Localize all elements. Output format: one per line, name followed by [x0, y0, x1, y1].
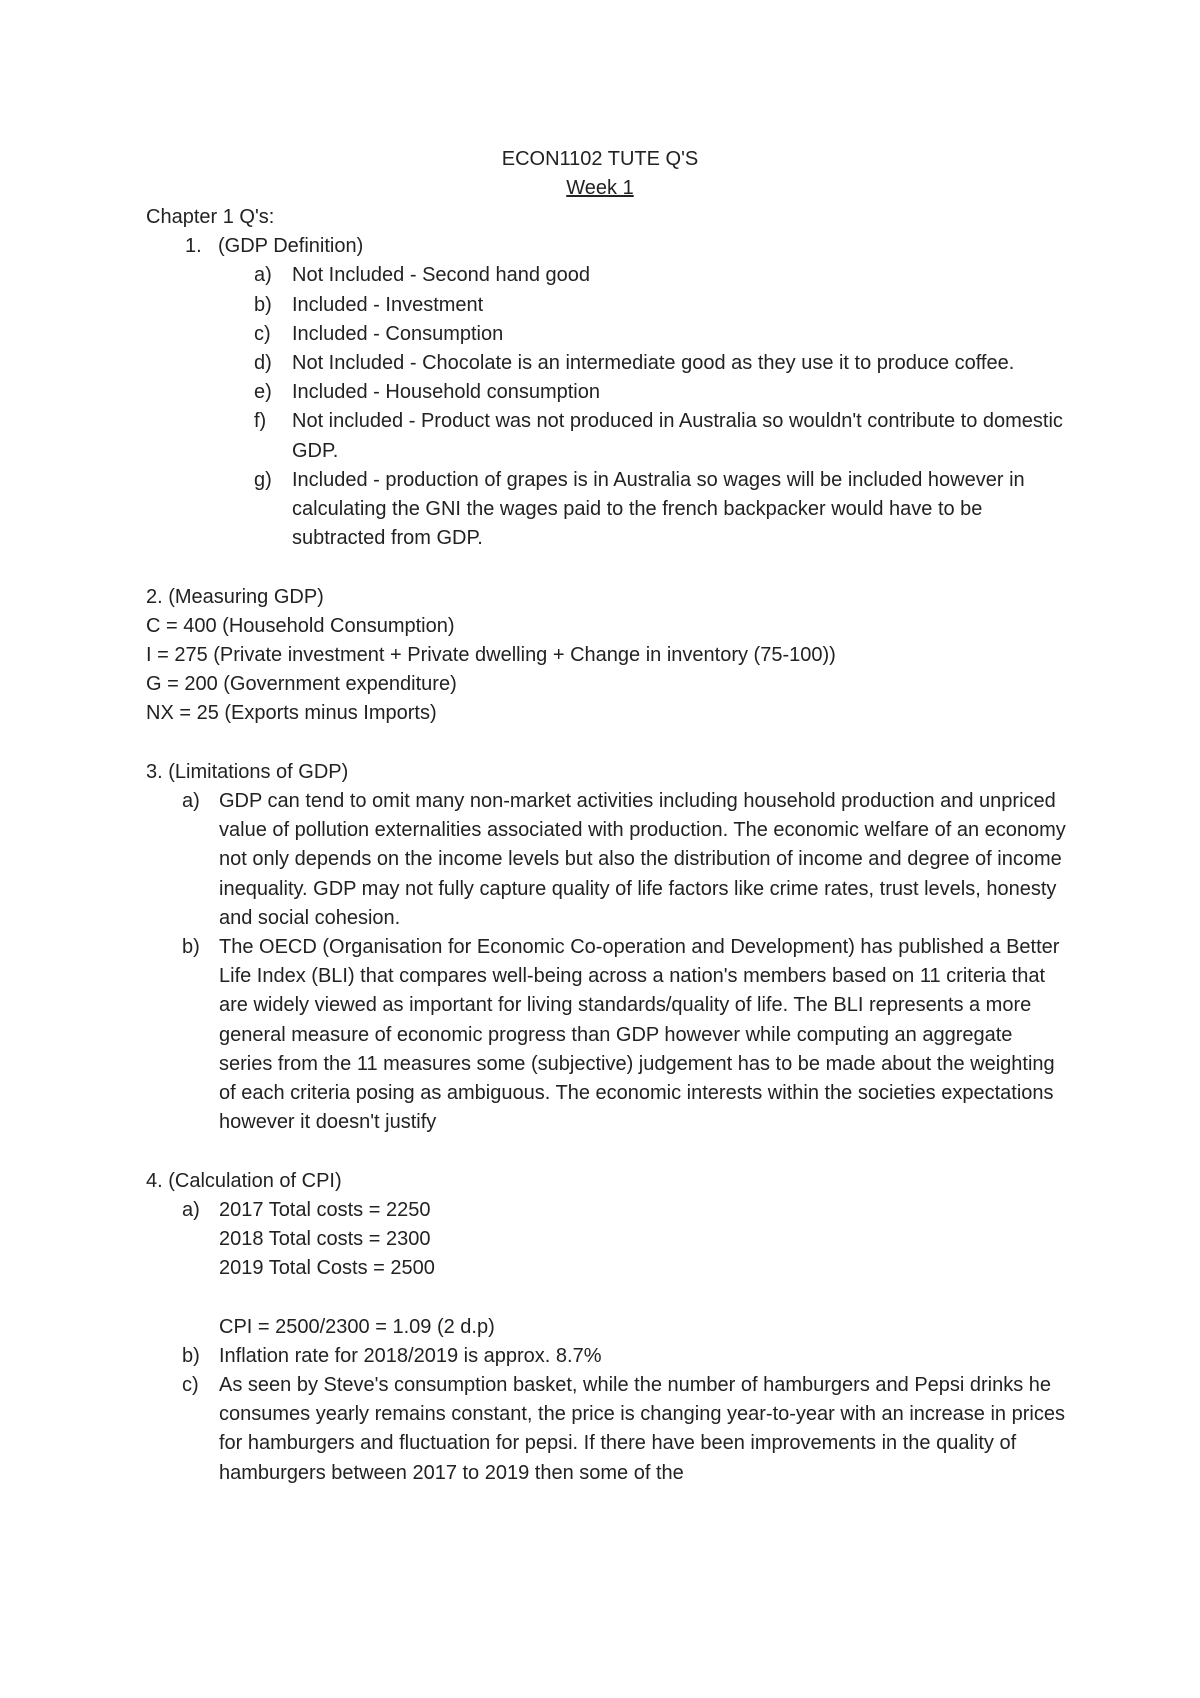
- list-item-text: GDP can tend to omit many non-market activities including household production and unpriced value of pollution externalities associated with production. The economic welfare of an economy not only depends on the income levels but also the distribution of income and degree of income inequality. GDP may not fully capture quality of life factors like crime rates, trust levels, honesty and social cohesion.: [219, 790, 1066, 929]
- list-item-text: Not included - Product was not produced in Australia so wouldn't contribute to domestic GDP.: [292, 410, 1063, 462]
- spacer: [146, 729, 1066, 758]
- question-1-item-b: [146, 291, 1066, 320]
- question-4-cpi: CPI = 2500/2300 = 1.09 (2 d.p): [219, 1315, 495, 1338]
- list-item-text: Included - production of grapes is in Australia so wages will be included however in calculating the GNI the wages paid to the french backpacker would have to be subtracted from GDP.: [292, 468, 1025, 550]
- question-3-heading: 3. (Limitations of GDP): [146, 760, 349, 783]
- question-4-item-c: [146, 1371, 1066, 1488]
- document-subtitle: Week 1: [566, 177, 634, 200]
- list-item-text: As seen by Steve's consumption basket, while the number of hamburgers and Pepsi drinks he consumes yearly remains constant, the price is changing year-to-year with an increase in prices for hamburgers and fluctuation for pepsi. If there have been improvements in the quality of hamburgers between 2017 to 2019 then some of the: [219, 1374, 1065, 1484]
- question-4-cost-2018: 2018 Total costs = 2300: [219, 1228, 431, 1251]
- question-1-number: 1.: [185, 235, 202, 258]
- document-body: [146, 203, 1066, 1488]
- question-2-line-g: G = 200 (Government expenditure): [146, 673, 457, 696]
- question-3-item-b: [146, 933, 1066, 1137]
- question-1-item-f: [146, 407, 1066, 465]
- spacer: [146, 553, 1066, 582]
- list-item-text: Included - Investment: [292, 293, 484, 316]
- list-item-text: Included - Household consumption: [292, 381, 600, 404]
- list-marker: a): [182, 1198, 200, 1221]
- list-marker: c): [254, 322, 271, 345]
- list-marker: a): [254, 264, 272, 287]
- list-item-text: 2017 Total costs = 2250: [219, 1198, 431, 1221]
- list-item-text: Inflation rate for 2018/2019 is approx. 8.7%: [219, 1344, 602, 1367]
- document-header: [0, 145, 1200, 203]
- question-1-item-g: [146, 466, 1066, 554]
- question-1-item-d: [146, 349, 1066, 378]
- list-marker: e): [254, 381, 272, 404]
- list-marker: g): [254, 468, 272, 491]
- question-4-cost-2019: 2019 Total Costs = 2500: [219, 1257, 435, 1280]
- list-item-text: Not Included - Second hand good: [292, 264, 590, 287]
- list-marker: b): [254, 293, 272, 316]
- spacer: [146, 1137, 1066, 1166]
- list-marker: b): [182, 936, 200, 959]
- question-2-line-nx: NX = 25 (Exports minus Imports): [146, 702, 437, 725]
- question-3-item-a: [146, 787, 1066, 933]
- list-marker: d): [254, 352, 272, 375]
- list-item-text: The OECD (Organisation for Economic Co-operation and Development) has published a Better Life Index (BLI) that compares well-being across a nation's members based on 11 criteria that are widely viewed as important for living standards/quality of life. The BLI represents a more general measure of economic progress than GDP however while computing an aggregate series from the 11 measures some (subjective) judgement has to be made about the weighting of each criteria posing as ambiguous. The economic interests within the societies expectations however it doesn't justify: [219, 936, 1060, 1134]
- question-1-title: (GDP Definition): [218, 235, 364, 258]
- question-2-heading: 2. (Measuring GDP): [146, 585, 324, 608]
- question-4-item-b: [146, 1342, 1066, 1371]
- question-1-item-c: [146, 320, 1066, 349]
- question-1-heading: [146, 232, 1066, 261]
- question-2-line-c: C = 400 (Household Consumption): [146, 614, 455, 637]
- list-marker: f): [254, 410, 267, 433]
- list-item-text: Included - Consumption: [292, 322, 504, 345]
- question-1-item-e: [146, 378, 1066, 407]
- list-marker: b): [182, 1344, 200, 1367]
- question-4-item-a: [146, 1196, 1066, 1225]
- question-1-item-a: [146, 261, 1066, 290]
- list-marker: c): [182, 1374, 199, 1397]
- question-2-line-i: I = 275 (Private investment + Private dwelling + Change in inventory (75-100)): [146, 644, 836, 667]
- document-title: ECON1102 TUTE Q'S: [501, 148, 699, 170]
- spacer: [146, 1283, 1066, 1312]
- list-marker: a): [182, 790, 200, 813]
- question-4-heading: 4. (Calculation of CPI): [146, 1169, 342, 1192]
- chapter-heading: Chapter 1 Q's:: [146, 206, 275, 228]
- list-item-text: Not Included - Chocolate is an intermediate good as they use it to produce coffee.: [292, 352, 1015, 375]
